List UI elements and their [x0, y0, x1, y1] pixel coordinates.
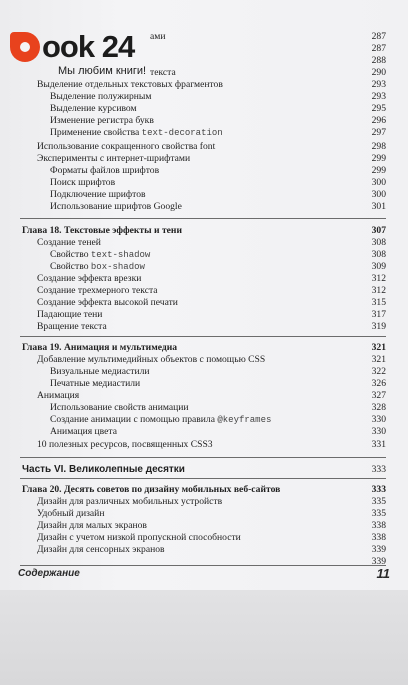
- logo-tagline: Мы любим книги!: [58, 65, 147, 77]
- toc-entry: [0, 141, 408, 153]
- toc-entry: [0, 321, 408, 333]
- toc-entry-page: 309: [371, 261, 386, 272]
- footer-section-title: Содержание: [18, 568, 80, 579]
- toc-entry-page: 339: [371, 556, 386, 567]
- toc-entry-page: 307: [371, 225, 386, 236]
- toc-entry: [0, 261, 408, 273]
- toc-entry-title: Применение свойства text-decoration: [50, 127, 223, 138]
- toc-entry-title: 10 полезных ресурсов, посвященных CSS3: [37, 439, 213, 450]
- toc-entry-code: @keyframes: [217, 415, 272, 425]
- toc-entry-title: Добавление мультимедийных объектов с помощью CSS: [37, 354, 266, 365]
- toc-entry-title: Дизайн для различных мобильных устройств: [37, 496, 223, 507]
- toc-entry: [0, 177, 408, 189]
- toc-entry-page: 322: [371, 366, 386, 377]
- toc-entry-page: 339: [371, 544, 386, 555]
- toc-entry-title: Свойство box-shadow: [50, 261, 145, 272]
- toc-entry-title: Создание эффекта высокой печати: [37, 297, 178, 308]
- toc-entry-title: Создание эффекта врезки: [37, 273, 142, 284]
- toc-entry-title: Подключение шрифтов: [50, 189, 146, 200]
- toc-entry-title: текста: [150, 67, 176, 78]
- toc-entry-title: Форматы файлов шрифтов: [50, 165, 160, 176]
- toc-entry-page: 319: [371, 321, 386, 332]
- toc-entry: [0, 544, 408, 556]
- toc-entry-page: 287: [371, 43, 386, 54]
- page-bottom-shadow: [0, 590, 408, 685]
- toc-entry-page: 301: [371, 201, 386, 212]
- toc-entry-title: Свойство text-shadow: [50, 249, 151, 260]
- book24-logo[interactable]: [10, 30, 160, 78]
- toc-entry: [0, 285, 408, 297]
- toc-entry-title: Дизайн для сенсорных экранов: [37, 544, 165, 555]
- toc-entry-page: 300: [371, 177, 386, 188]
- toc-entry-title: Поиск шрифтов: [50, 177, 116, 188]
- toc-entry-title: Использование шрифтов Google: [50, 201, 182, 212]
- toc-entry: [0, 354, 408, 366]
- toc-entry-page: 296: [371, 115, 386, 126]
- toc-entry-title: Падающие тени: [37, 309, 103, 320]
- toc-entry-page: 293: [371, 79, 386, 90]
- toc-entry-page: 298: [371, 141, 386, 152]
- toc-entry-page: 312: [371, 273, 386, 284]
- toc-entry-title: Использование свойств анимации: [50, 402, 189, 413]
- page-footer: [18, 566, 390, 582]
- toc-entry-page: 326: [371, 378, 386, 389]
- chapter-divider: [20, 478, 386, 479]
- toc-entry-page: 330: [371, 414, 386, 425]
- toc-entry-title: Анимация цвета: [50, 426, 117, 437]
- toc-entry: [0, 414, 408, 426]
- toc-entry: [0, 153, 408, 165]
- toc-entry-page: 335: [371, 508, 386, 519]
- toc-entry-title: Изменение регистра букв: [50, 115, 154, 126]
- toc-entry-page: 293: [371, 91, 386, 102]
- chapter-divider: [20, 336, 386, 337]
- toc-entry: [0, 520, 408, 532]
- toc-entry-code: box-shadow: [90, 262, 145, 272]
- toc-entry-page: 338: [371, 532, 386, 543]
- toc-entry-page: 308: [371, 249, 386, 260]
- toc-entry-page: 299: [371, 165, 386, 176]
- toc-entry-title: Создание трехмерного текста: [37, 285, 158, 296]
- toc-entry-title: Анимация: [37, 390, 80, 401]
- toc-entry: [0, 225, 408, 237]
- toc-entry-page: 315: [371, 297, 386, 308]
- toc-entry-title: Дизайн с учетом низкой пропускной способности: [37, 532, 241, 543]
- toc-entry: [0, 297, 408, 309]
- toc-entry-title: Глава 20. Десять советов по дизайну мобильных веб-сайтов: [22, 484, 281, 495]
- toc-entry: [0, 165, 408, 177]
- toc-entry-title: Визуальные медиастили: [50, 366, 150, 377]
- toc-entry: [0, 249, 408, 261]
- toc-entry-title: Вращение текста: [37, 321, 107, 332]
- toc-entry: [0, 342, 408, 354]
- toc-entry-title: Часть VI. Великолепные десятки: [22, 464, 185, 475]
- toc-entry-code: text-shadow: [90, 250, 151, 260]
- toc-entry-page: 317: [371, 309, 386, 320]
- toc-entry: [0, 378, 408, 390]
- toc-entry-page: 297: [371, 127, 386, 138]
- toc-entry-title: Глава 18. Текстовые эффекты и тени: [22, 225, 182, 236]
- toc-entry-page: 312: [371, 285, 386, 296]
- toc-entry: [0, 91, 408, 103]
- page-number: 11: [376, 566, 390, 581]
- toc-entry-title: Использование сокращенного свойства font: [37, 141, 216, 152]
- toc-entry: [0, 508, 408, 520]
- logo-b-icon: [10, 32, 40, 62]
- toc-entry-title: ами: [150, 31, 166, 42]
- toc-entry-code: text-decoration: [141, 128, 223, 138]
- toc-entry-page: 333: [371, 484, 386, 495]
- toc-entry: [0, 127, 408, 139]
- toc-entry-title: Создание анимации с помощью правила @keyframes: [50, 414, 272, 425]
- toc-entry-page: 328: [371, 402, 386, 413]
- toc-entry: [0, 496, 408, 508]
- toc-entry-page: 321: [371, 354, 386, 365]
- toc-entry-title: Дизайн для малых экранов: [37, 520, 147, 531]
- toc-entry: [0, 484, 408, 496]
- toc-entry: [0, 273, 408, 285]
- toc-entry-page: 327: [371, 390, 386, 401]
- toc-entry-page: 333: [371, 464, 386, 475]
- toc-entry: [0, 237, 408, 249]
- toc-entry-page: 308: [371, 237, 386, 248]
- toc-entry-page: 290: [371, 67, 386, 78]
- chapter-divider: [20, 218, 386, 219]
- toc-entry-page: 288: [371, 55, 386, 66]
- toc-entry: [0, 309, 408, 321]
- logo-wordmark: ook 24: [10, 30, 134, 64]
- toc-entry-page: 335: [371, 496, 386, 507]
- toc-entry-page: 295: [371, 103, 386, 114]
- toc-entry: [0, 426, 408, 438]
- toc-entry-title: Удобный дизайн: [37, 508, 105, 519]
- part-divider: [20, 457, 386, 458]
- toc-entry-page: 321: [371, 342, 386, 353]
- toc-entry-page: 330: [371, 426, 386, 437]
- toc-entry: [0, 366, 408, 378]
- toc-entry: [0, 439, 408, 451]
- toc-entry-page: 338: [371, 520, 386, 531]
- toc-entry-page: 300: [371, 189, 386, 200]
- toc-entry-page: 287: [371, 31, 386, 42]
- toc-entry: [0, 402, 408, 414]
- toc-entry-title: Глава 19. Анимация и мультимедиа: [22, 342, 178, 353]
- toc-entry: [0, 103, 408, 115]
- toc-entry: [0, 532, 408, 544]
- toc-entry-title: Выделение полужирным: [50, 91, 152, 102]
- toc-entry: [0, 201, 408, 213]
- toc-entry: [0, 390, 408, 402]
- toc-entry: [0, 464, 408, 476]
- toc-entry: [0, 189, 408, 201]
- toc-entry-title: Выделение отдельных текстовых фрагментов: [37, 79, 223, 90]
- toc-entry-page: 331: [371, 439, 386, 450]
- toc-entry: [0, 115, 408, 127]
- toc-entry-title: Печатные медиастили: [50, 378, 141, 389]
- toc-entry-title: Выделение курсивом: [50, 103, 137, 114]
- toc-entry-page: 299: [371, 153, 386, 164]
- toc-entry-title: Создание теней: [37, 237, 101, 248]
- toc-entry: [0, 79, 408, 91]
- toc-entry-title: Эксперименты с интернет-шрифтами: [37, 153, 191, 164]
